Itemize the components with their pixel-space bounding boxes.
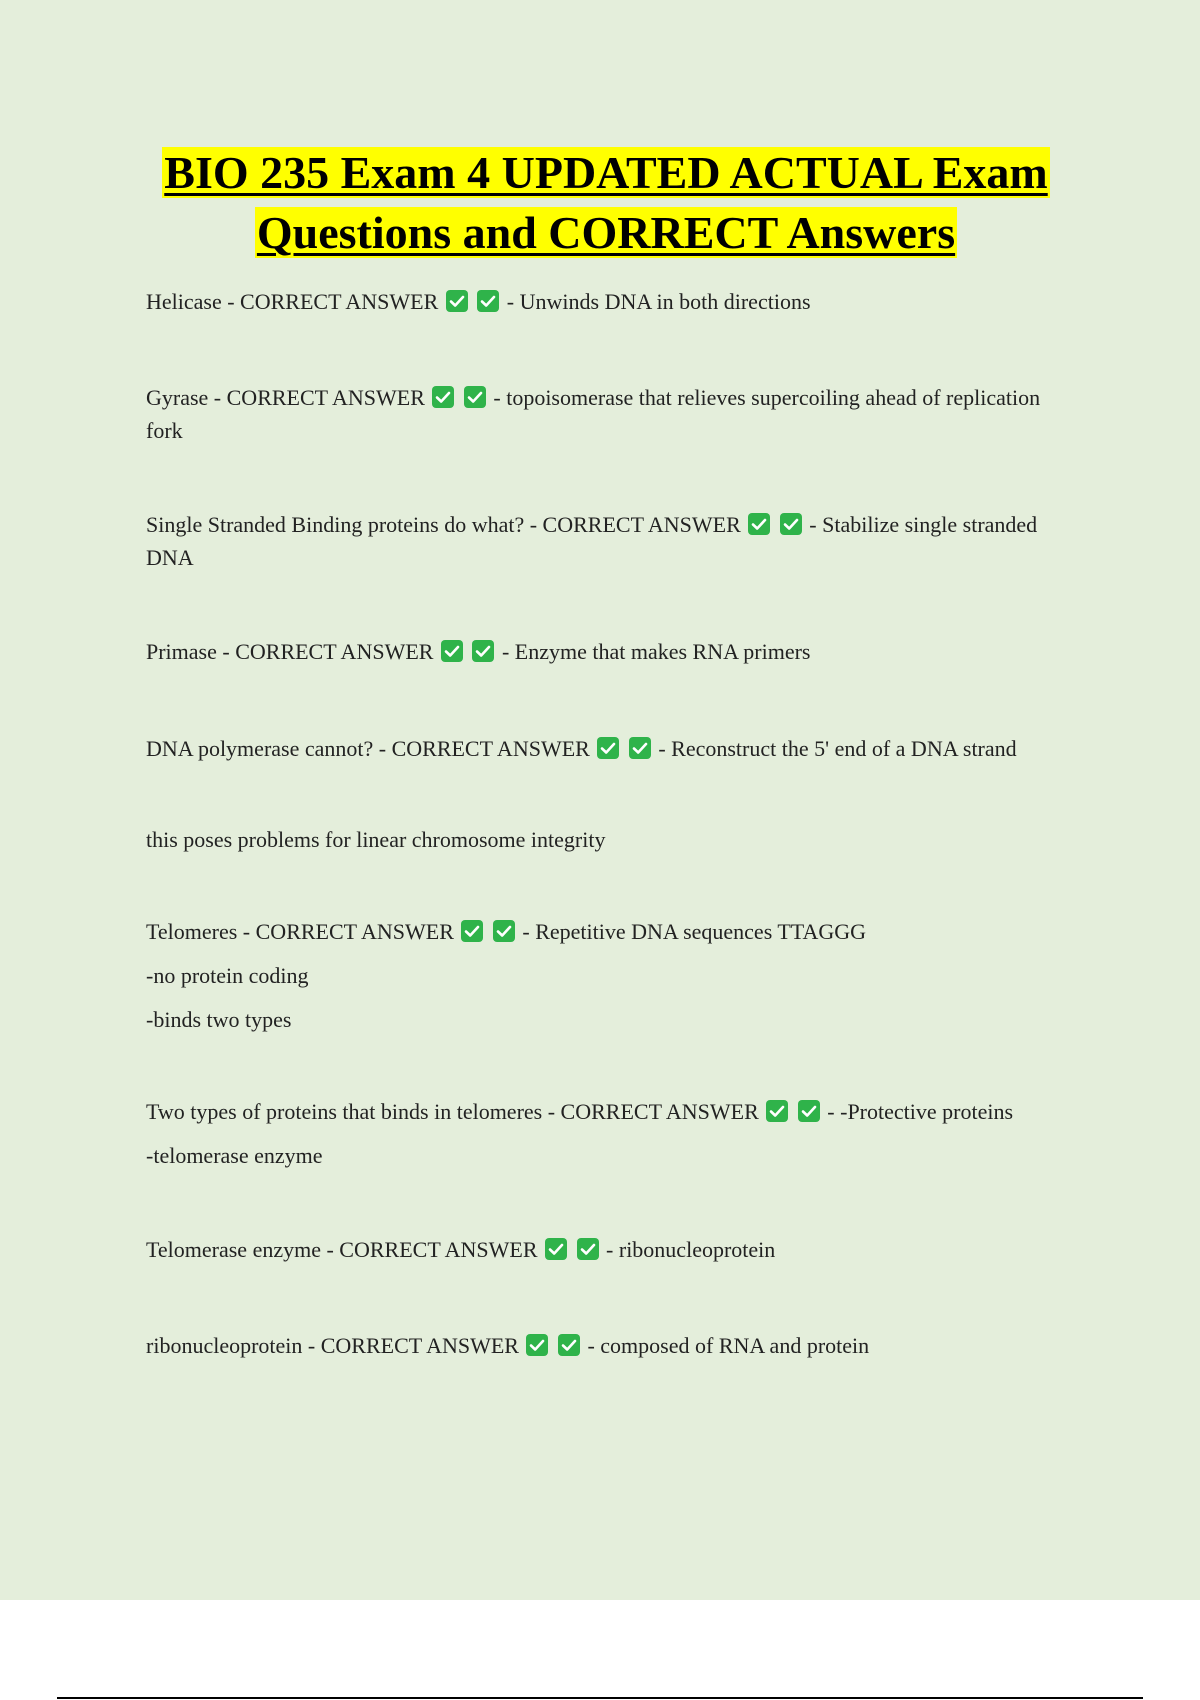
check-mark-icon (629, 737, 651, 759)
qa-entry-ribonucleoprotein (146, 1329, 1066, 1362)
document-title (146, 143, 1066, 263)
answer-text: - Unwinds DNA in both directions (501, 289, 811, 314)
question-text: Telomerase enzyme - CORRECT ANSWER (146, 1237, 538, 1262)
answer-text: - Reconstruct the 5' end of a DNA strand (652, 736, 1017, 761)
check-mark-icon (558, 1334, 580, 1356)
qa-entry-helicase (146, 285, 1066, 318)
title-line-1: BIO 235 Exam 4 UPDATED ACTUAL Exam (164, 147, 1048, 198)
qa-entry-primase (146, 635, 1066, 668)
qa-entry-telomeres (146, 915, 1066, 1036)
qa-entry-telomere-proteins (146, 1095, 1066, 1172)
check-mark-icon (441, 640, 463, 662)
title-line-2: Questions and CORRECT Answers (256, 207, 956, 258)
answer-text: - Repetitive DNA sequences TTAGGG (516, 919, 867, 944)
answer-text: - -Protective proteins (821, 1099, 1014, 1124)
answer-extra-line: -telomerase enzyme (146, 1143, 323, 1168)
note-text: this poses problems for linear chromosome integrity (146, 827, 606, 852)
question-text: Two types of proteins that binds in telomeres - CORRECT ANSWER (146, 1099, 759, 1124)
qa-entry-telomerase (146, 1233, 1066, 1266)
check-mark-icon (798, 1100, 820, 1122)
check-mark-icon (446, 290, 468, 312)
answer-text: - composed of RNA and protein (581, 1333, 870, 1358)
check-mark-icon (472, 640, 494, 662)
question-text: DNA polymerase cannot? - CORRECT ANSWER (146, 736, 590, 761)
qa-entry-gyrase (146, 381, 1066, 447)
check-mark-icon (464, 386, 486, 408)
answer-extra-line: -binds two types (146, 1007, 292, 1032)
answer-text: - ribonucleoprotein (600, 1237, 776, 1262)
question-text: Gyrase - CORRECT ANSWER (146, 385, 425, 410)
qa-entry-dna-polymerase (146, 732, 1066, 765)
check-mark-icon (432, 386, 454, 408)
check-mark-icon (748, 513, 770, 535)
answer-text: - Enzyme that makes RNA primers (496, 639, 811, 664)
check-mark-icon (545, 1238, 567, 1260)
answer-extra-line: -no protein coding (146, 963, 309, 988)
check-mark-icon (493, 920, 515, 942)
answer-text: - topoisomerase that relieves supercoiling ahead of replication fork (146, 385, 1041, 443)
question-text: Helicase - CORRECT ANSWER (146, 289, 439, 314)
check-mark-icon (477, 290, 499, 312)
footer-divider (57, 1697, 1143, 1699)
question-text: ribonucleoprotein - CORRECT ANSWER (146, 1333, 519, 1358)
check-mark-icon (766, 1100, 788, 1122)
note-entry (146, 823, 1066, 856)
question-text: Single Stranded Binding proteins do what? - CORRECT ANSWER (146, 512, 741, 537)
check-mark-icon (526, 1334, 548, 1356)
question-text: Primase - CORRECT ANSWER (146, 639, 434, 664)
check-mark-icon (577, 1238, 599, 1260)
check-mark-icon (597, 737, 619, 759)
question-text: Telomeres - CORRECT ANSWER (146, 919, 454, 944)
check-mark-icon (780, 513, 802, 535)
qa-entry-ssb-proteins (146, 508, 1066, 574)
check-mark-icon (461, 920, 483, 942)
answer-text: - Stabilize single stranded DNA (146, 512, 1038, 570)
document-content (146, 143, 1066, 1362)
